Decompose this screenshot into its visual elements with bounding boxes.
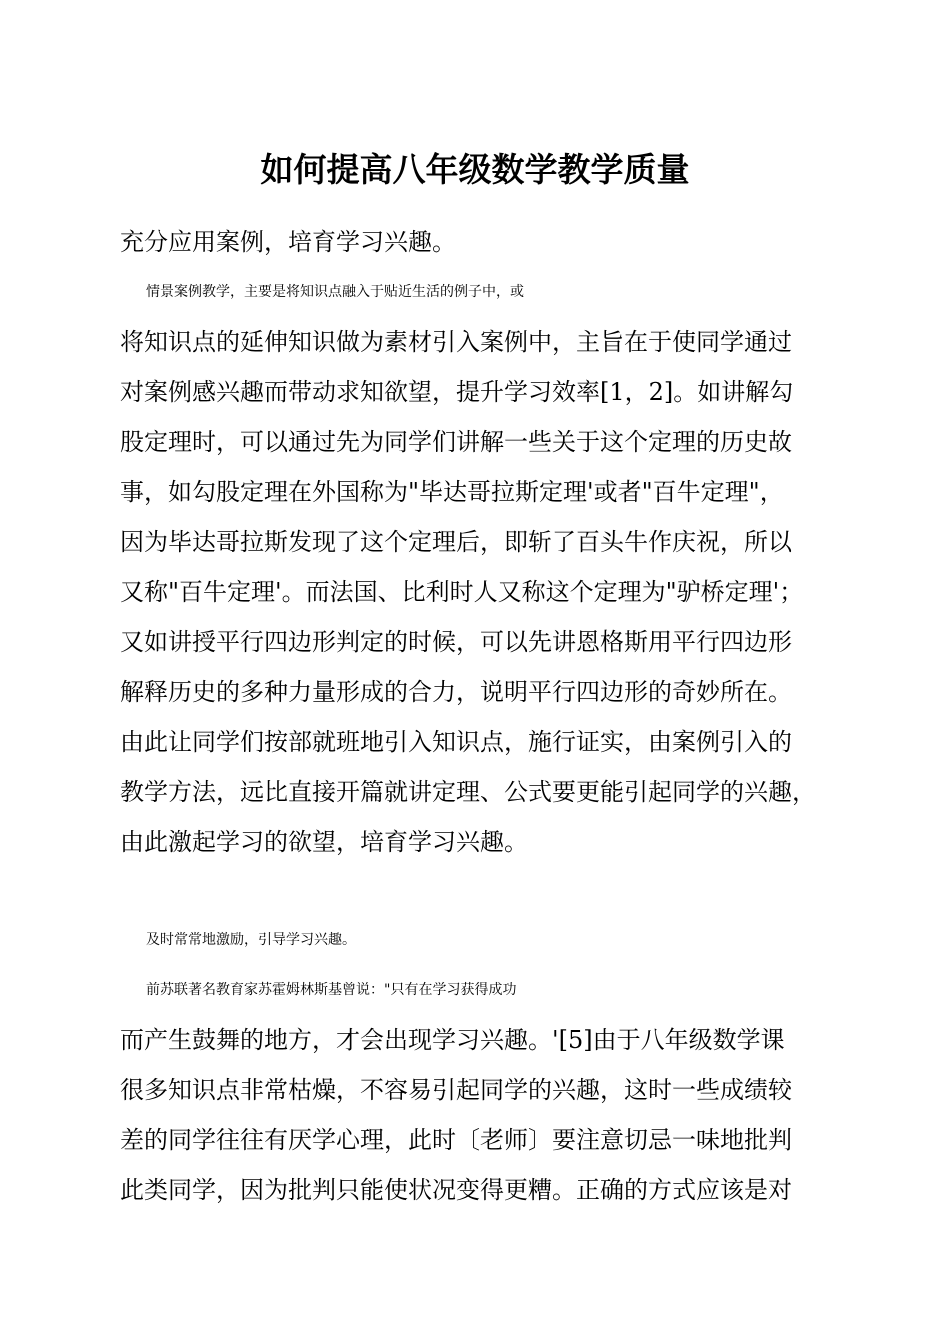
section-heading: 及时常常地激励，引导学习兴趣。 <box>146 932 356 948</box>
paragraph-line: 前苏联著名教育家苏霍姆林斯基曾说："只有在学习获得成功 <box>146 982 517 998</box>
paragraph-line: 差的同学往往有厌学心理，此时〔老师〕要注意切忌一味地批判 <box>120 1126 792 1154</box>
paragraph-line: 解释历史的多种力量形成的合力，说明平行四边形的奇妙所在。 <box>120 678 792 706</box>
paragraph-line: 由此让同学们按部就班地引入知识点，施行证实，由案例引入的 <box>120 728 792 756</box>
paragraph-line: 而产生鼓舞的地方，才会出现学习兴趣。'[5]由于八年级数学课 <box>120 1026 785 1054</box>
paragraph-line: 因为毕达哥拉斯发现了这个定理后，即斩了百头牛作庆祝，所以 <box>120 528 792 556</box>
paragraph-line: 由此激起学习的欲望，培育学习兴趣。 <box>120 828 528 856</box>
paragraph-line: 此类同学，因为批判只能使状况变得更糟。正确的方式应该是对 <box>120 1176 792 1204</box>
section-heading: 充分应用案例，培育学习兴趣。 <box>120 228 456 256</box>
paragraph-line: 情景案例教学，主要是将知识点融入于贴近生活的例子中，或 <box>146 284 524 300</box>
paragraph-line: 又称"百牛定理'。而法国、比利时人又称这个定理为"驴桥定理'； <box>120 578 804 606</box>
paragraph-line: 股定理时，可以通过先为同学们讲解一些关于这个定理的历史故 <box>120 428 792 456</box>
paragraph-line: 又如讲授平行四边形判定的时候，可以先讲恩格斯用平行四边形 <box>120 628 792 656</box>
paragraph-line: 对案例感兴趣而带动求知欲望，提升学习效率[1，2]。如讲解勾 <box>120 378 794 406</box>
document-title: 如何提高八年级数学教学质量 <box>260 150 690 189</box>
paragraph-line: 将知识点的延伸知识做为素材引入案例中，主旨在于使同学通过 <box>120 328 792 356</box>
paragraph-line: 事，如勾股定理在外国称为"毕达哥拉斯定理'或者"百牛定理"， <box>120 478 784 506</box>
paragraph-line: 教学方法，远比直接开篇就讲定理、公式要更能引起同学的兴趣， <box>120 778 816 806</box>
paragraph-line: 很多知识点非常枯燥，不容易引起同学的兴趣，这时一些成绩较 <box>120 1076 792 1104</box>
